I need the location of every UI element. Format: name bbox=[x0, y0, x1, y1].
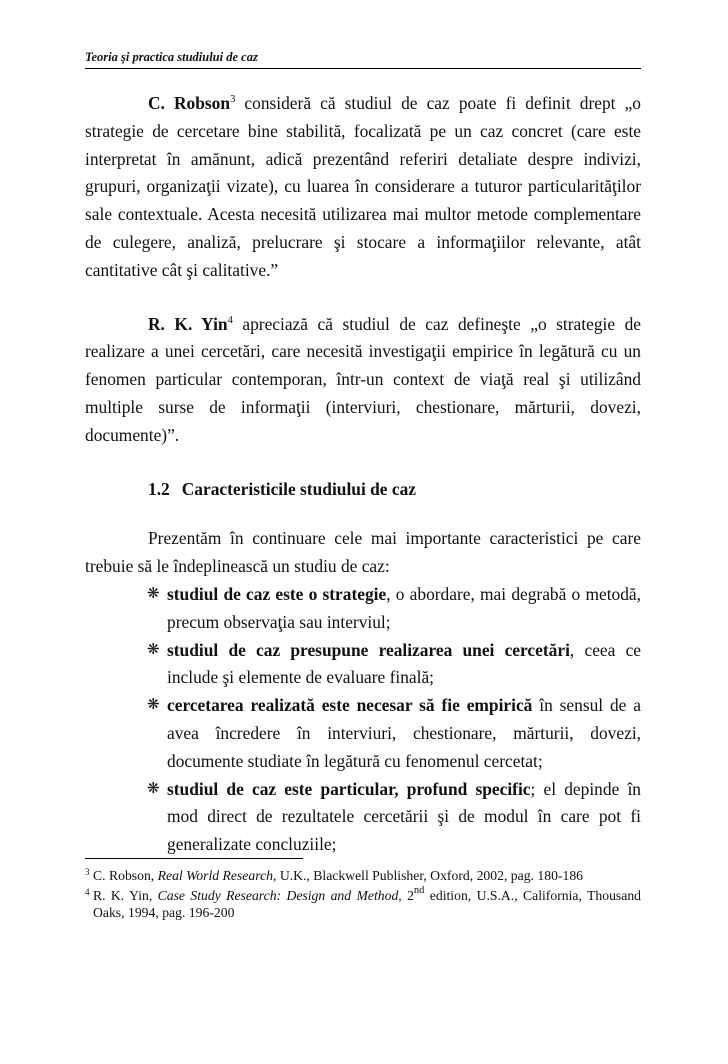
list-item bbox=[147, 581, 641, 637]
footnote-3 bbox=[85, 867, 641, 885]
footnotes bbox=[85, 858, 641, 924]
section-number: 1.2 bbox=[148, 478, 170, 499]
list-item-text: , ceea ce include şi elemente de evaluare finală; bbox=[167, 639, 642, 688]
footnote-edition-suffix: nd bbox=[413, 884, 425, 896]
footnote-ref-3[interactable]: 3 bbox=[230, 94, 236, 105]
footnote-title: Real World Research bbox=[157, 868, 273, 883]
footnote-mark: 4 bbox=[85, 886, 90, 897]
footnote-mark: 3 bbox=[85, 867, 90, 877]
list-item bbox=[147, 637, 642, 693]
characteristics-list bbox=[85, 581, 641, 859]
footnote-author: C. Robson, bbox=[93, 868, 158, 883]
footnote-edition-number: , 2 bbox=[398, 887, 414, 903]
section-title: Caracteristicile studiului de caz bbox=[181, 478, 416, 499]
author-yin: R. K. Yin bbox=[148, 313, 228, 334]
list-item-bold: studiul de caz presupune realizarea unei cercetări bbox=[167, 639, 570, 660]
footnote-details: , U.K., Blackwell Publisher, Oxford, 2002, pag. 180-186 bbox=[272, 868, 584, 883]
footnote-4 bbox=[85, 884, 642, 922]
bullet-star-icon: ❋ bbox=[147, 585, 160, 602]
list-item-text: ; el depinde în mod direct de rezultatele cercetării şi de modul în care pot fi generalizate concluziile; bbox=[167, 778, 641, 855]
bullet-star-icon: ❋ bbox=[147, 780, 160, 797]
page-body bbox=[85, 90, 641, 859]
list-item-bold: studiul de caz este o strategie bbox=[167, 583, 387, 604]
paragraph-intro: Prezentăm în continuare cele mai importante caracteristici pe care trebuie să le îndeplinească un studiu de caz: bbox=[85, 528, 641, 577]
author-robson: C. Robson bbox=[148, 93, 231, 113]
footnote-author: R. K. Yin, bbox=[93, 887, 158, 903]
paragraph-yin bbox=[85, 311, 641, 450]
list-item-bold: cercetarea realizată este necesar să fie empirică bbox=[167, 695, 533, 716]
bullet-star-icon: ❋ bbox=[147, 697, 160, 714]
footnote-title: Case Study Research: Design and Method bbox=[157, 887, 399, 903]
paragraph-yin-text: apreciază că studiul de caz defineşte „o strategie de realizare a unei cercetări, care necesită investigaţii empirice în legătură cu un fenomen particular contemporan, într-un context de viaţă real şi utilizând multiple surse de informaţii (interviuri, chestionare, mărturii, dovezi, documente)”. bbox=[85, 313, 641, 445]
footnote-ref-4[interactable]: 4 bbox=[227, 314, 233, 326]
bullet-star-icon: ❋ bbox=[147, 641, 160, 658]
list-item bbox=[147, 776, 641, 859]
footnote-divider bbox=[85, 858, 303, 859]
running-header: Teoria şi practica studiului de caz bbox=[85, 50, 641, 69]
list-item-text: în sensul de a avea încredere în interviuri, chestionare, mărturii, dovezi, documente studiate în legătură cu fenomenul cercetat; bbox=[167, 695, 641, 771]
paragraph-robson bbox=[85, 90, 641, 285]
section-heading bbox=[85, 476, 641, 504]
footnote-details: edition, U.S.A., California, Thousand Oaks, 1994, pag. 196-200 bbox=[93, 887, 642, 920]
paragraph-robson-text: consideră că studiul de caz poate fi definit drept „o strategie de cercetare bine stabilită, focalizată pe un caz concret (care este interpretat în amănunt, adică prezentând referiri detaliate despre indivizi, grupuri, organizaţii vizate), cu luarea în considerare a tuturor particularităţilor sale contextuale. Acesta necesită utilizarea mai multor metode complementare de culegere, analiză, prelucrare şi stocare a informaţiilor relevante, atât cantitative cât şi calitative.” bbox=[85, 93, 641, 280]
list-item-text: , o abordare, mai degrabă o metodă, precum observaţia sau interviul; bbox=[167, 583, 641, 632]
list-item bbox=[147, 692, 641, 775]
list-item-bold: studiul de caz este particular, profund specific bbox=[167, 778, 531, 799]
